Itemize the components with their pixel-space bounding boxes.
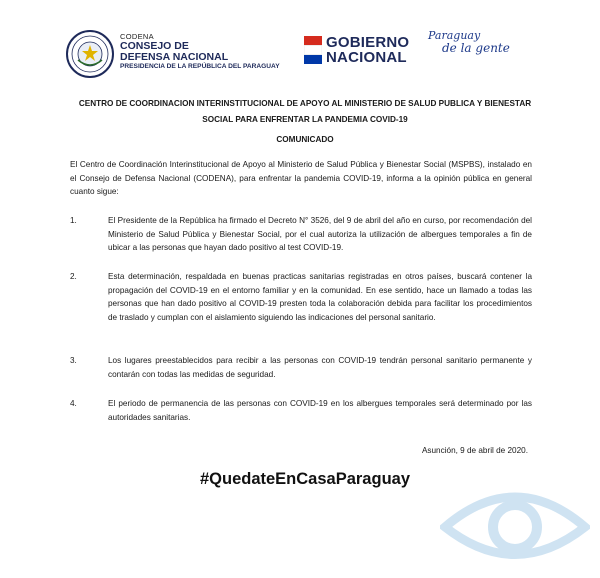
intro-paragraph: El Centro de Coordinación Interinstitucional de Apoyo al Ministerio de Salud Pública y Bienestar Social (MSPBS), instalado en el Consejo de Defensa Nacional (CODENA), para enfrentar la pandemia COVID-19, informa a la opinión pública en general cuanto sigue:	[70, 160, 532, 196]
list-item	[70, 354, 532, 381]
list-item	[70, 397, 532, 424]
codena-line-1: CONSEJO DE	[120, 39, 189, 52]
list-item	[70, 214, 532, 255]
item-number: 4.	[70, 399, 77, 408]
gobierno-line-1: GOBIERNO	[326, 34, 410, 51]
codena-logo-text	[120, 33, 280, 71]
document-date: Asunción, 9 de abril de 2020.	[421, 446, 528, 455]
gobierno-nacional-logo	[326, 35, 409, 65]
codena-acronym: CODENA	[120, 32, 154, 41]
codena-line-2: DEFENSA NACIONAL	[120, 50, 229, 63]
item-number: 3.	[70, 356, 77, 365]
gobierno-flag-icon	[304, 36, 322, 64]
document-heading: COMUNICADO	[276, 135, 334, 144]
paraguay-line-2: de la gente	[442, 40, 510, 55]
item-number: 2.	[70, 272, 77, 281]
national-seal-icon	[66, 30, 114, 78]
hashtag: #QuedateEnCasaParaguay	[199, 470, 410, 488]
item-text: El periodo de permanencia de las personas con COVID-19 en los albergues temporales será determinado por las autoridades sanitarias.	[108, 399, 532, 422]
codena-subtitle: PRESIDENCIA DE LA REPÚBLICA DEL PARAGUAY	[120, 62, 280, 70]
eye-watermark-icon	[440, 472, 590, 572]
item-number: 1.	[70, 216, 77, 225]
document-title: CENTRO DE COORDINACION INTERINSTITUCIONAL DE APOYO AL MINISTERIO DE SALUD PUBLICA Y BIENESTAR SOCIAL PARA ENFRENTAR LA PANDEMIA COVID-19	[78, 99, 532, 124]
item-text: El Presidente de la República ha firmado el Decreto N° 3526, del 9 de abril del año en curso, por recomendación del Ministerio de Salud Pública y Bienestar Social, por el cual autoriza la utilización de albergues temporales a fin de ubicar a las personas que hayan dado positivo al test COVID-19.	[108, 216, 532, 252]
paraguay-de-la-gente-logo	[428, 30, 510, 54]
gobierno-line-2: NACIONAL	[326, 49, 407, 66]
item-text: Esta determinación, respaldada en buenas practicas sanitarias registradas en otros países, buscará contener la propagación del COVID-19 en el entorno familiar y en la comunidad. En ese sentido, hace un llamado a todas las personas que han dado positivo al COVID-19 presten toda la colaboración debida para facilitar los procedimientos de traslado y cumplan con el aislamiento siguiendo las indicaciones del personal sanitario.	[108, 272, 532, 322]
item-text: Los lugares preestablecidos para recibir a las personas con COVID-19 tendrán personal sanitario permanente y contarán con todas las medidas de seguridad.	[108, 356, 532, 379]
paraguay-line-1: Paraguay	[428, 29, 481, 42]
list-item	[70, 270, 532, 324]
